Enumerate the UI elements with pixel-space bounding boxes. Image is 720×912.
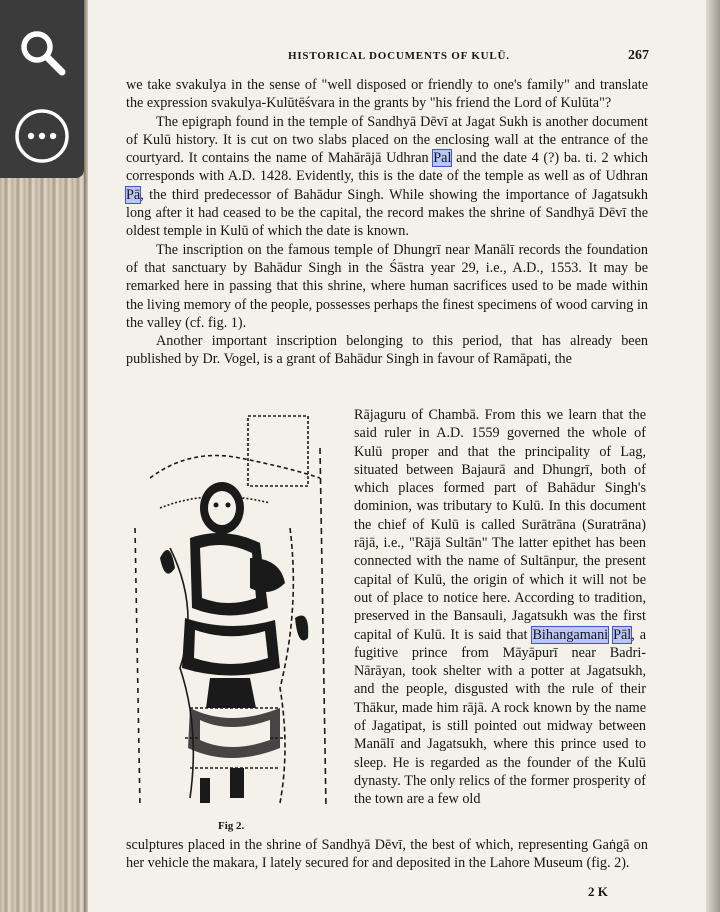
search-highlight[interactable]: Pāl — [613, 626, 632, 643]
page-edge — [706, 0, 720, 912]
more-options-icon — [12, 106, 72, 166]
document-page — [88, 0, 706, 912]
search-highlight[interactable]: Pal — [433, 150, 452, 167]
signature-mark: 2 K — [588, 884, 608, 899]
figure-caption: Fig 2. — [218, 820, 245, 832]
body-text-top — [126, 76, 648, 369]
page-number: 267 — [628, 48, 649, 63]
paragraph-2: The epigraph found in the temple of Sandhyā Dēvī at Jagat Sukh is another document of Kulū history. It is cut on two slabs placed on the enclosing wall at the entrance of the courtyard. It contains the name of Mahārājā Udhran Pal and the date 4 (?) ba. ti. 2 which corresponds with A.D. 1428. Evidently, this is the date of the temple as well as of Udhran Pā, the third predecessor of Bahādur Singh. While showing the importance of Jagatsukh long after it had ceased to be the capital, the record makes the shrine of Sandhyā Dēvī the oldest temple in Kulū of which the date is known. — [126, 113, 648, 240]
search-highlight[interactable]: Pā — [126, 186, 141, 203]
paragraph-4-column: Rājaguru of Chambā. From this we learn that the said ruler in A.D. 1559 governed the whole of Kulū proper and that the principality of Lag, situated between Bajaurā and Dhungrī, both of which places formed part of Bahādur Singh's dominion, was tributary to Kulū. In this document the chief of Kulū is called Surātrāna (Suratrāna) rājā, i.e., "Rājā Sultān" The latter epithet has been connected with the name of Sultānpur, the present capital of Kulū, the origin of which it will not be out of place to notice here. According to tradition, preserved in the Bansauli, Jagatsukh was the first capital of Kulū. It is said that Bihangamani Pāl, a fugitive prince from Māyāpurī near Badri-Nārāyan, took shelter with a potter at Jagatsukh, and the people, disgusted with the rule of their Thākur, made him rājā. A rock known by the name of Jagatipat, is still pointed out midway between Manālī and Jagatsukh, where this prince used to sleep. He is regarded as the founder of the Kulū dynasty. The only relics of the former prosperity of the town are a few old — [354, 407, 646, 808]
paragraph-1: we take svakulya in the sense of "well disposed or friendly to one's family" and translate the expression svakulya-Kulūtēśvara in the grants by "his friend the Lord of Kulūta"? — [126, 77, 648, 112]
body-text-column — [354, 406, 646, 809]
body-text-bottom — [126, 836, 648, 873]
page-header — [88, 48, 706, 68]
paragraph-3: The inscription on the famous temple of Dhungrī near Manālī records the foundation of that sanctuary by Bahādur Singh in the Śāstra year 29, i.e., A.D., 1553. It may be remarked here in passing that this shrine, where human sacrifices used to be made within the living memory of the people, possesses perhaps the finest specimens of wood carving in the valley (cf. fig. 1). — [126, 241, 648, 331]
running-title: HISTORICAL DOCUMENTS OF KULŪ. — [288, 50, 510, 62]
paragraph-4-start: Another important inscription belonging to this period, that has already been published by Dr. Vogel, is a grant of Bahādur Singh in favour of Ramāpati, the — [126, 333, 648, 368]
search-highlight[interactable]: Bihangamani — [532, 626, 609, 643]
more-options-button[interactable] — [12, 106, 72, 166]
figure-sculpture-image — [130, 408, 346, 816]
search-button[interactable] — [12, 22, 72, 82]
search-icon — [12, 22, 72, 82]
paragraph-4-end: sculptures placed in the shrine of Sandhyā Dēvī, the best of which, representing Gaṅgā on her vehicle the makara, I lately secured for and deposited in the Lahore Museum (fig. 2). — [126, 837, 648, 872]
reader-toolbar — [0, 0, 84, 178]
